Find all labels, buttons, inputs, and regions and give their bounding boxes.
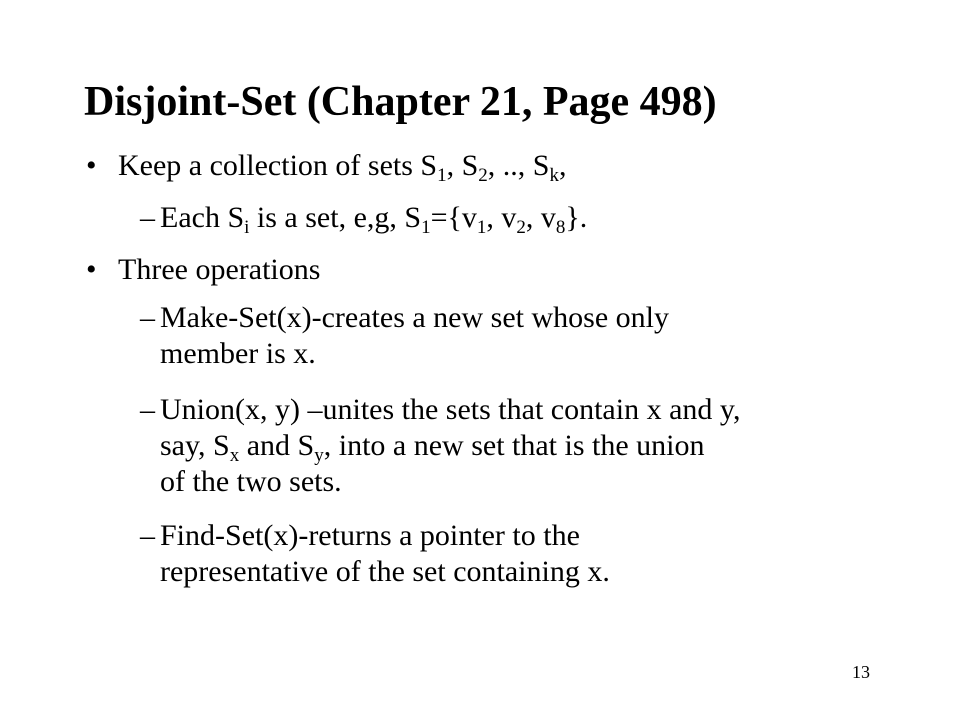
- slide-title: Disjoint-Set (Chapter 21, Page 498): [84, 79, 717, 125]
- bullet-keep-collection: [118, 148, 566, 184]
- text-segment: , .., S: [487, 149, 550, 182]
- subscript: 1: [437, 165, 447, 186]
- subscript: 2: [478, 165, 488, 186]
- dash-marker: –: [140, 393, 155, 426]
- text-segment: , v: [486, 201, 517, 234]
- text-segment: , S: [446, 149, 479, 182]
- text-segment: say, S: [160, 429, 230, 462]
- sub-bullet-each-set: [160, 200, 587, 236]
- dash-marker: –: [140, 519, 155, 552]
- op-find-set-line2: representative of the set containing x.: [160, 555, 610, 588]
- text-segment: }.: [565, 201, 588, 234]
- page-number: 13: [852, 662, 870, 682]
- subscript: x: [229, 445, 240, 466]
- text-segment: ,: [558, 149, 567, 182]
- text-segment: , into a new set that is the union: [323, 429, 705, 462]
- text-segment: is a set, e,g, S: [249, 201, 422, 234]
- op-find-set-line1: Find-Set(x)-returns a pointer to the: [160, 519, 580, 552]
- subscript: y: [314, 445, 324, 466]
- bullet-marker: •: [86, 253, 97, 286]
- op-union-line2: [160, 428, 705, 464]
- dash-marker: –: [140, 201, 155, 234]
- bullet-marker: •: [86, 149, 97, 182]
- bullet-three-operations: Three operations: [118, 253, 321, 286]
- subscript: 1: [476, 217, 487, 238]
- op-make-set-line2: member is x.: [160, 337, 316, 370]
- op-union-line3: of the two sets.: [160, 465, 342, 498]
- text-segment: and S: [239, 429, 315, 462]
- text-segment: , v: [525, 201, 556, 234]
- text-segment: Each S: [160, 201, 245, 234]
- op-make-set-line1: Make-Set(x)-creates a new set whose only: [160, 301, 669, 334]
- dash-marker: –: [140, 301, 155, 334]
- subscript: k: [549, 165, 559, 186]
- text-segment: ={v: [430, 201, 477, 234]
- subscript: 2: [516, 217, 526, 238]
- subscript: 8: [555, 217, 566, 238]
- subscript: 1: [421, 217, 431, 238]
- op-union-line1: Union(x, y) –unites the sets that contain x and y,: [160, 393, 741, 426]
- subscript: i: [244, 217, 250, 238]
- text-segment: Keep a collection of sets S: [118, 149, 438, 182]
